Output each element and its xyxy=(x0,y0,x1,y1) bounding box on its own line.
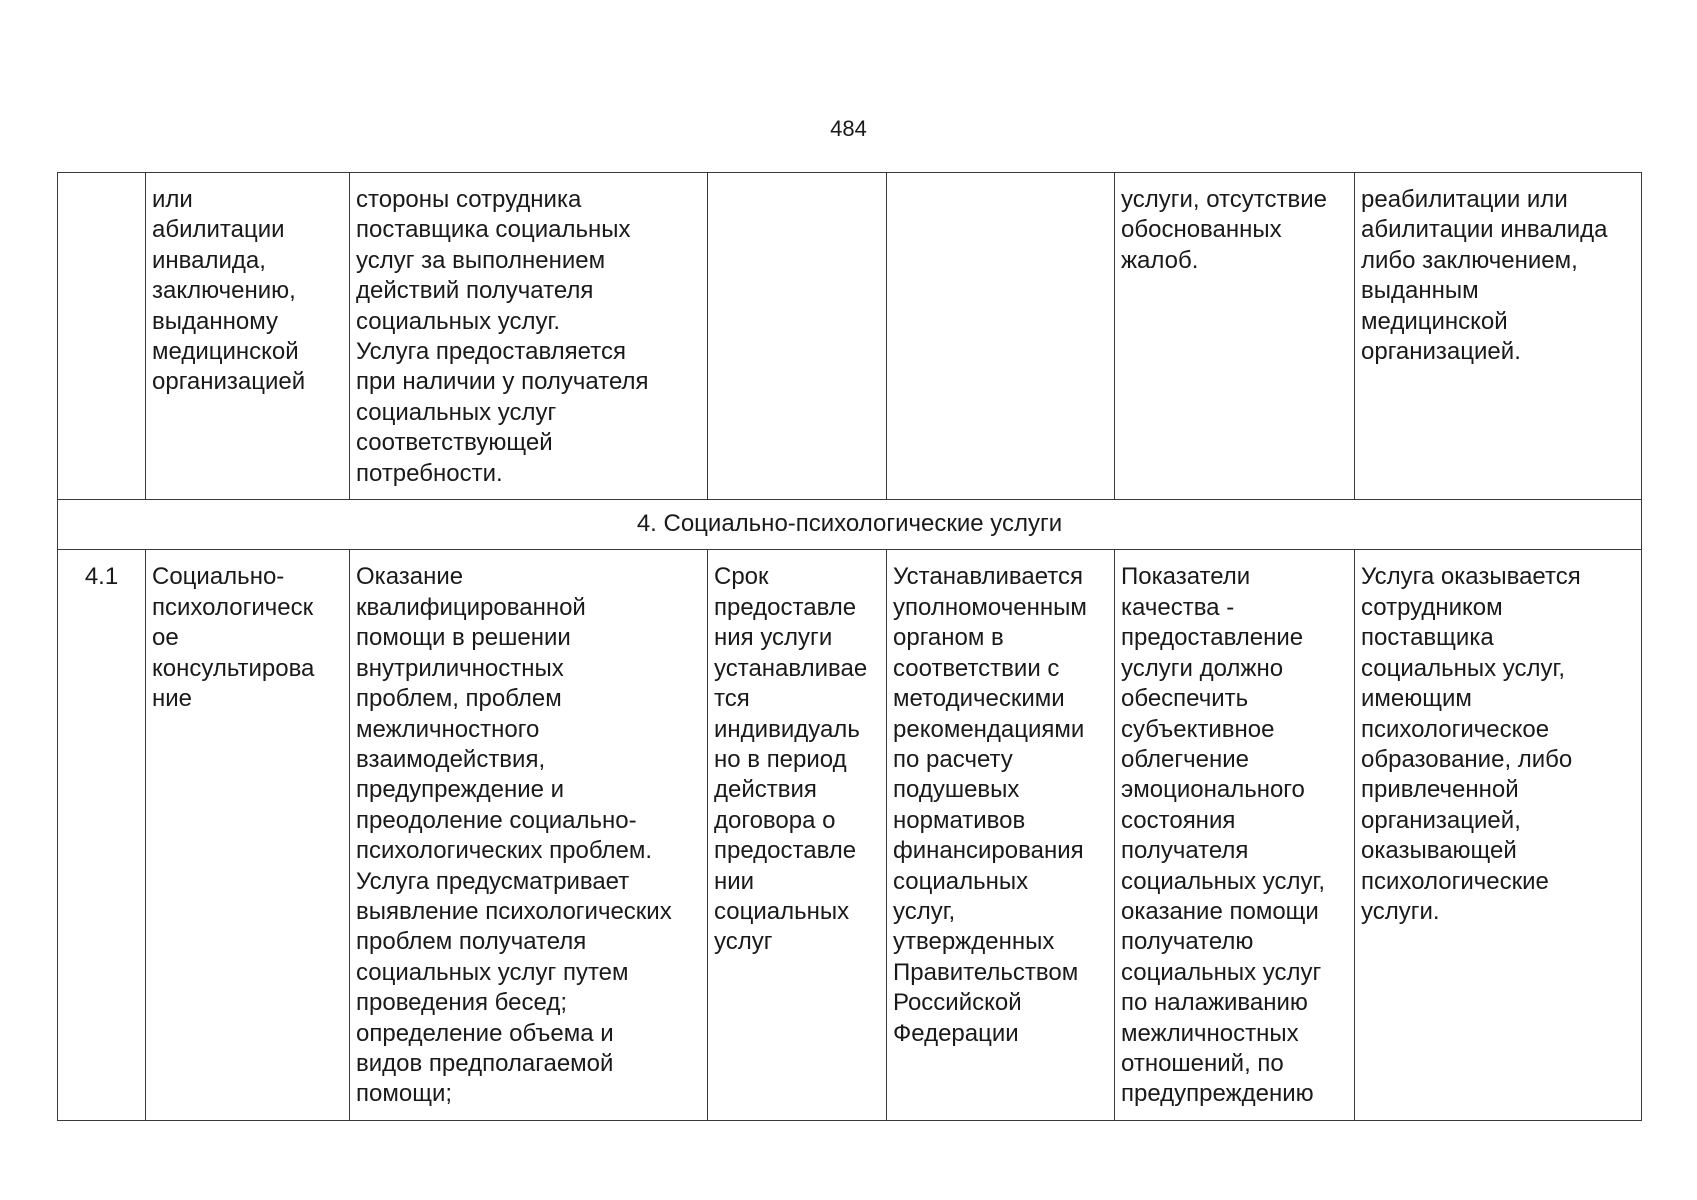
cell-quality-indicators: услуги, отсутствие обоснованных жалоб. xyxy=(1115,173,1355,500)
cell-service-term: Срок предоставле ния услуги устанавливае тся индивидуаль но в период действия договора о предоставле нии социальных услуг xyxy=(708,550,887,1121)
cell-service-description: стороны сотрудника поставщика социальных услуг за выполнением действий получателя социальных услуг. Услуга предоставляется при наличии у получателя социальных услуг соответствующей потребности. xyxy=(350,173,708,500)
section-title: 4. Социально-психологические услуги xyxy=(58,500,1642,550)
cell-service-norm xyxy=(887,173,1115,500)
cell-service-term xyxy=(708,173,887,500)
cell-service-description: Оказание квалифицированной помощи в решении внутриличностных проблем, проблем межличностного взаимодействия, предупреждение и преодоление социально- психологических проблем. Услуга предусматривает выявление психологических проблем получателя социальных услуг путем проведения бесед; определение объема и видов предполагаемой помощи; xyxy=(350,550,708,1121)
table-row-4-1 xyxy=(58,550,1642,1121)
table-section-row xyxy=(58,500,1642,550)
cell-number xyxy=(58,173,146,500)
cell-number: 4.1 xyxy=(58,550,146,1121)
cell-service-name: Социально- психологическ ое консультирова ние xyxy=(146,550,350,1121)
cell-service-name: или абилитации инвалида, заключению, выданному медицинской организацией xyxy=(146,173,350,500)
page-number: 484 xyxy=(830,116,867,141)
cell-quality-indicators: Показатели качества - предоставление услуги должно обеспечить субъективное облегчение эмоционального состояния получателя социальных услуг, оказание помощи получателю социальных услуг по налаживанию межличностных отношений, по предупреждению xyxy=(1115,550,1355,1121)
table-row-continuation xyxy=(58,173,1642,500)
cell-service-norm: Устанавливается уполномоченным органом в соответствии с методическими рекомендациями по расчету подушевых нормативов финансирования социальных услуг, утвержденных Правительством Российской Федерации xyxy=(887,550,1115,1121)
cell-service-conditions: реабилитации или абилитации инвалида либо заключением, выданным медицинской организацией. xyxy=(1355,173,1642,500)
services-table xyxy=(57,172,1642,1121)
cell-service-conditions: Услуга оказывается сотрудником поставщика социальных услуг, имеющим психологическое образование, либо привлеченной организацией, оказывающей психологические услуги. xyxy=(1355,550,1642,1121)
